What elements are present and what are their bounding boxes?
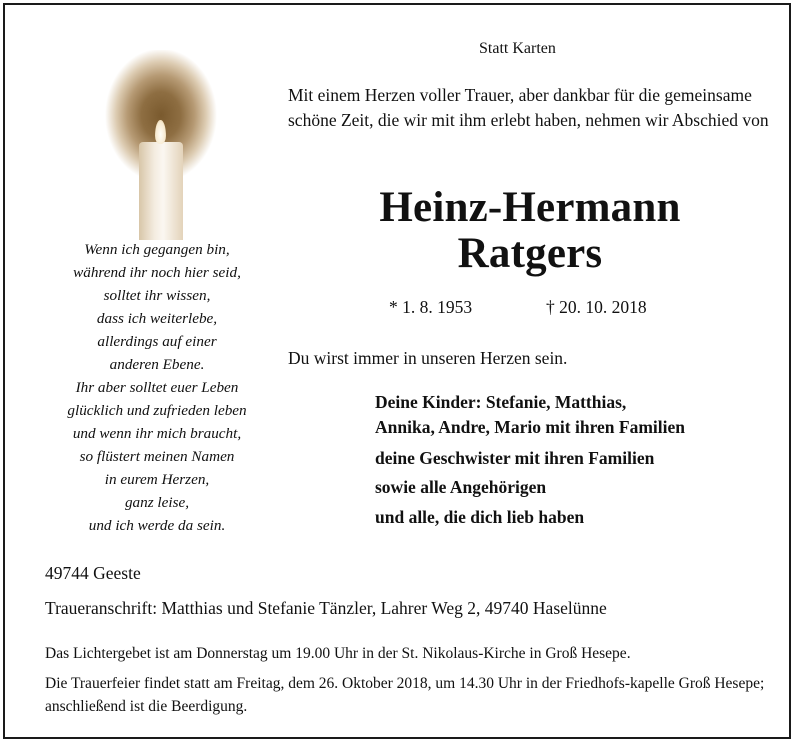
- death-date: † 20. 10. 2018: [546, 297, 647, 317]
- prayer-notice: Das Lichtergebet ist am Donnerstag um 19.00 Uhr in der St. Nikolaus-Kirche in Groß Hesepe.: [45, 645, 631, 662]
- mourners-relatives: sowie alle Angehörigen: [375, 477, 547, 497]
- poem-line: so flüstert meinen Namen: [79, 448, 235, 465]
- poem-line: in eurem Herzen,: [104, 471, 210, 488]
- obituary-frame: [3, 3, 791, 739]
- mourning-address: Traueranschrift: Matthias und Stefanie Tänzler, Lahrer Weg 2, 49740 Haselünne: [45, 598, 607, 618]
- location: 49744 Geeste: [45, 563, 141, 583]
- poem-line: während ihr noch hier seid,: [73, 264, 241, 281]
- mourners-list: [375, 390, 795, 528]
- poem-line: allerdings auf einer: [97, 333, 217, 350]
- last-name: Ratgers: [457, 230, 603, 277]
- mourners-siblings: deine Geschwister mit ihren Familien: [375, 448, 655, 468]
- poem-line: und wenn ihr mich braucht,: [72, 425, 242, 442]
- poem-line: solltet ihr wissen,: [103, 287, 211, 304]
- poem: [35, 238, 279, 537]
- poem-line: Wenn ich gegangen bin,: [84, 241, 230, 258]
- poem-line: Ihr aber solltet euer Leben: [75, 379, 239, 396]
- deceased-name: [295, 185, 765, 277]
- first-name: Heinz-Hermann: [379, 184, 681, 231]
- memory-line: Du wirst immer in unseren Herzen sein.: [288, 348, 568, 368]
- mourners-loved-ones: und alle, die dich lieb haben: [375, 507, 585, 527]
- poem-line: anderen Ebene.: [109, 356, 205, 373]
- children-line: Deine Kinder: Stefanie, Matthias,: [375, 392, 627, 412]
- funeral-notice: Die Trauerfeier findet statt am Freitag, dem 26. Oktober 2018, um 14.30 Uhr in der Friedhofs-kapelle Groß Hesepe; anschließend ist die Beerdigung.: [45, 675, 765, 715]
- intro-text: Mit einem Herzen voller Trauer, aber dankbar für die gemeinsame schöne Zeit, die wir mit ihm erlebt haben, nehmen wir Abschied von: [288, 85, 769, 130]
- children-line: Annika, Andre, Mario mit ihren Familien: [375, 417, 685, 437]
- candle-icon: [105, 50, 217, 195]
- birth-date: * 1. 8. 1953: [389, 297, 473, 317]
- poem-line: und ich werde da sein.: [88, 517, 226, 534]
- poem-line: dass ich weiterlebe,: [96, 310, 218, 327]
- poem-line: ganz leise,: [124, 494, 190, 511]
- mourners-children: [375, 390, 795, 440]
- poem-line: glücklich und zufrieden leben: [67, 402, 247, 419]
- statt-karten: Statt Karten: [479, 40, 556, 57]
